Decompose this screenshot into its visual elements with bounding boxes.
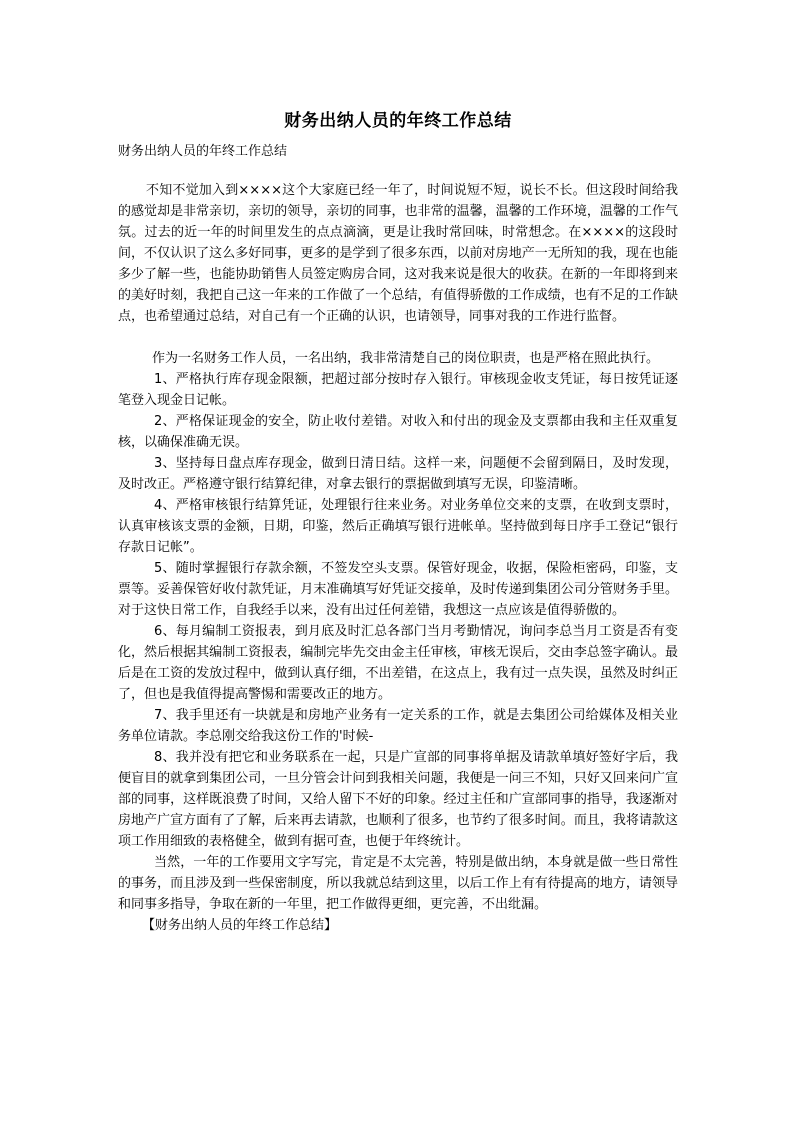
intro-paragraph: 不知不觉加入到××××这个大家庭已经一年了，时间说短不短，说长不长。但这段时间给我的感觉却是非常亲切，亲切的领导，亲切的同事，也非常的温馨，温馨的工作环境，温馨的工作气氛。过去的近一年的时间里发生的点点滴滴，更是让我时常回味，时常想念。在××××的这段时间，不仅认识了这么多好同事，更多的是学到了很多东西，以前对房地产一无所知的我，现在也能多少了解一些，也能协助销售人员签定购房合同，这对我来说是很大的收获。在新的一年即将到来的美好时刻，我把自己这一年来的工作做了一个总结，有值得骄傲的工作成绩，也有不足的工作缺点，也希望通过总结，对自己有一个正确的认识，也请领导，同事对我的工作进行监督。 xyxy=(118,183,678,324)
document-page xyxy=(118,106,678,936)
duty-item-7: 7、我手里还有一块就是和房地产业务有一定关系的工作，就是去集团公司给媒体及相关业务单位请款。李总刚交给我这份工作的'时候- xyxy=(118,708,678,744)
document-footer-title: 【财务出纳人员的年终工作总结】 xyxy=(142,918,338,933)
closing-paragraph: 当然，一年的工作要用文字写完，肯定是不太完善，特别是做出纳，本身就是做一些日常性的事务，而且涉及到一些保密制度，所以我就总结到这里，以后工作上有有待提高的地方，请领导和同事多指导，争取在新的一年里，把工作做得更细，更完善，不出纰漏。 xyxy=(118,855,678,912)
duty-item-2: 2、严格保证现金的安全，防止收付差错。对收入和付出的现金及支票都由我和主任双重复核，以确保准确无误。 xyxy=(118,414,678,450)
duty-item-8: 8、我并没有把它和业务联系在一起，只是广宣部的同事将单据及请款单填好签好字后，我便盲目的就拿到集团公司，一旦分管会计问到我相关问题，我便是一问三不知，只好又回来问广宣部的同事，这样既浪费了时间，又给人留下不好的印象。经过主任和广宣部同事的指导，我逐渐对房地产广宣方面有了了解，后来再去请款，也顺利了很多，也节约了很多时间。而且，我将请款这项工作用细致的表格健全，做到有据可查，也便于年终统计。 xyxy=(118,750,678,849)
duty-intro-paragraph: 作为一名财务工作人员，一名出纳，我非常清楚自己的岗位职责，也是严格在照此执行。 xyxy=(152,351,660,366)
duty-item-3: 3、坚持每日盘点库存现金，做到日清日结。这样一来，问题便不会留到隔日，及时发现，及时改正。严格遵守银行结算纪律，对拿去银行的票据做到填写无误，印鉴清晰。 xyxy=(118,456,678,492)
document-title: 财务出纳人员的年终工作总结 xyxy=(284,111,512,131)
duty-item-1: 1、严格执行库存现金限额，把超过部分按时存入银行。审核现金收支凭证，每日按凭证逐笔登入现金日记帐。 xyxy=(118,372,678,408)
duty-item-5: 5、随时掌握银行存款余额，不签发空头支票。保管好现金，收据，保险柜密码，印鉴，支票等。妥善保管好收付款凭证，月末准确填写好凭证交接单，及时传递到集团公司分管财务手里。对于这快日常工作，自我经手以来，没有出过任何差错，我想这一点应该是值得骄傲的。 xyxy=(118,561,678,618)
duty-item-6: 6、每月编制工资报表，到月底及时汇总各部门当月考勤情况，询问李总当月工资是否有变化，然后根据其编制工资报表，编制完毕先交由金主任审核，审核无误后，交由李总签字确认。最后是在工资的发放过程中，做到认真仔细，不出差错，在这点上，我有过一点失误，虽然及时纠正了，但也是我值得提高警惕和需要改正的地方。 xyxy=(118,624,678,702)
paragraph-spacer xyxy=(118,327,678,348)
document-subtitle: 财务出纳人员的年终工作总结 xyxy=(118,144,288,159)
duty-item-4: 4、严格审核银行结算凭证，处理银行往来业务。对业务单位交来的支票，在收到支票时，认真审核该支票的金额，日期，印鉴，然后正确填写银行进帐单。坚持做到每日序手工登记“银行存款日记帐”。 xyxy=(118,498,678,555)
